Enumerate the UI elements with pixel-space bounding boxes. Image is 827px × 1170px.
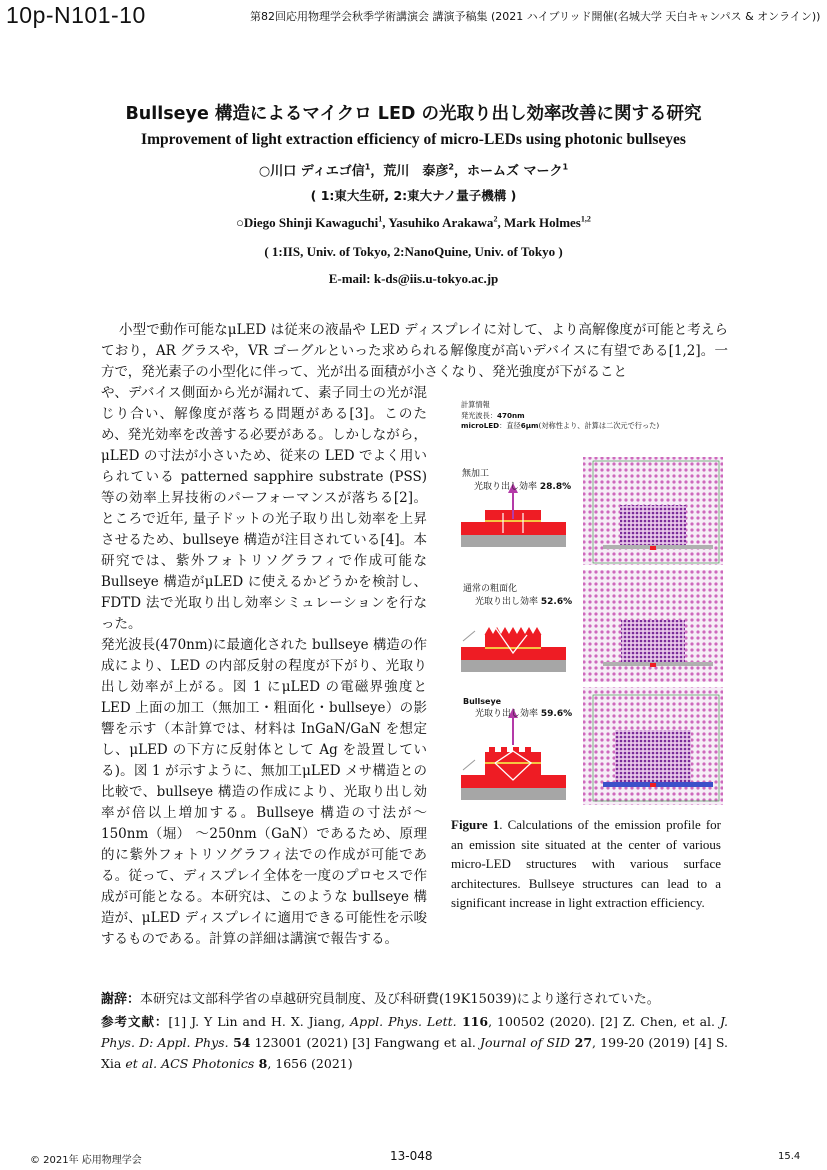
affiliation-english: ( 1:IIS, Univ. of Tokyo, 2:NanoQuine, Univ. of Tokyo ) (264, 244, 563, 259)
body-paragraph-1-continued: や、デバイス側面から光が漏れて、素子同士の光が混じり合い、解像度が落ちる問題がある[3]。このため、発光効率を改善する必要がある。しかしながら，μLED の寸法が小さいため、従来の LED でよく用いられている patterned sapphire substrate (PSS) 等の効率上昇技術のパーフォーマンスが落ちる[2]。ところで近年, 量子ドットの光子取り出し効率を上昇させるため、bullseye 構造が注目されている[4]。本研究では、紫外フォトリソグラフィで作成可能な Bullseye 構造がμLED に使えるかどうかを検討し、FDTD 法で光取り出し効率シミュレーションを行なった。 (101, 385, 427, 632)
panel-label-bullseye: Bullseye 光取り出し効率 59.6% (463, 697, 573, 719)
author-1-sup: 1 (364, 162, 371, 172)
field-map-rough (583, 570, 723, 682)
footer-copyright: © 2021年 応用物理学会 (30, 1155, 142, 1166)
email: E-mail: k-ds@iis.u-tokyo.ac.jp (328, 271, 499, 286)
title-japanese: Bullseye 構造によるマイクロ LED の光取り出し効率改善に関する研究 (125, 104, 702, 124)
author-3-sup: 1 (562, 162, 569, 172)
author-2-en-sup: 2 (493, 214, 498, 224)
author-3-en: , Mark Holmes (497, 215, 581, 230)
title-english: Improvement of light extraction efficiency of micro-LEDs using photonic bullseyes (141, 131, 686, 148)
paper-code: 10p-N101-10 (6, 2, 146, 28)
body-left-column (101, 383, 427, 950)
author-3: ，ホームズ マーク (453, 164, 563, 179)
figure-caption: Figure 1. Calculations of the emission profile for an emission site situated at the center of various micro-LED structures with various surface architectures. Bullseye structures can lead to a significant increase in light extraction efficiency. (451, 817, 722, 910)
conference-header: 第82回応用物理学会秋季学術講演会 講演予稿集 (2021 ハイブリッド開催(名城大学 天白キャンパス & オンライン)) (250, 10, 821, 23)
panel-label-rough: 通常の粗面化 光取り出し効率 52.6% (463, 584, 573, 607)
body-paragraph-1: 小型で動作可能なμLED は従来の液晶や LED ディスプレイに対して、より高解像度が可能と考えらており，AR グラスや，VR ゴーグルといった求められる解像度が高いデバイスに有望である[1,2]。一方で，発光素子の小型化に伴って、光が出る面積が小さくなり、発光強度が下がること (101, 322, 728, 380)
body-paragraph-2: 発光波長(470nm)に最適化された bullseye 構造の作成により、LED の内部反射の程度が下がり、光取り出し効率が上がる。図 1 にμLED の電磁界強度と LED 上面の加工（無加工・粗面化・bullseye）の影響を示す（本計算では、材料は InGaN/GaN を想定し、μLED の下方に反射体として Ag を設置している)。図 1 が示すように、無加工μLED メサ構造との比較で、bullseye 構造の作成により、光取り出し効率が倍以上増加する。Bullseye 構造の寸法が〜150nm（堀） 〜250nm（GaN）であるため、原理的に紫外フォトリソグラフィ法での作成が可能である。従って、ディスプレイ全体を一度のプロセスで作成が可能となる。本研究は、このような bullseye 構造が、μLED ディスプレイに適用できる可能性を示唆するものである。計算の詳細は講演で報告する。 (101, 637, 427, 947)
author-1: 川口 ディエゴ信 (270, 164, 365, 179)
author-3-en-sup: 1,2 (580, 214, 591, 224)
info-title: 計算情報 (461, 400, 490, 409)
panel-label-plain: 無加工 光取り出し効率 28.8% (462, 469, 572, 492)
presenter-mark: ○ (258, 164, 271, 179)
affiliation-japanese: ( 1:東大生研, 2:東大ナノ量子機構 ) (310, 188, 517, 203)
references: 参考文献：[1] J. Y Lin and H. X. Jiang, Appl. Phys. Lett. 116, 100502 (2020). [2] Z. Chen, et al. J. Phys. D: Appl. Phys. 54 123001 (2021) [3] Fangwang et al. Journal of SID 27, 199-20 (2019) [4] S. Xia et al. ACS Photonics 8, 1656 (2021) (101, 1014, 729, 1071)
field-map-bullseye (583, 687, 723, 805)
info-microled: microLED：直径6μm(対称性より、計算は二次元で行った) (461, 421, 660, 430)
info-wavelength: 発光波長：470nm (461, 410, 525, 420)
footer-page-number: 13-048 (390, 1149, 433, 1163)
field-map-plain (583, 457, 723, 565)
acknowledgment: 謝辞：本研究は文部科学省の卓越研究員制度、及び科研費(19K15039)により遂行されていた。 (101, 992, 660, 1007)
author-2-en: , Yasuhiko Arakawa (382, 215, 494, 230)
author-2: ，荒川 泰彦 (370, 164, 449, 179)
schematic-plain (461, 483, 566, 547)
presenter-mark-en: ○ (236, 215, 244, 230)
schematic-rough (461, 627, 566, 672)
footer-session: 15.4 (778, 1151, 801, 1162)
author-2-sup: 2 (448, 162, 454, 172)
schematic-bullseye (461, 708, 566, 800)
authors-english (0, 215, 827, 231)
author-1-en: Diego Shinji Kawaguchi (243, 215, 379, 230)
author-1-en-sup: 1 (378, 214, 383, 224)
authors-japanese (0, 160, 827, 179)
